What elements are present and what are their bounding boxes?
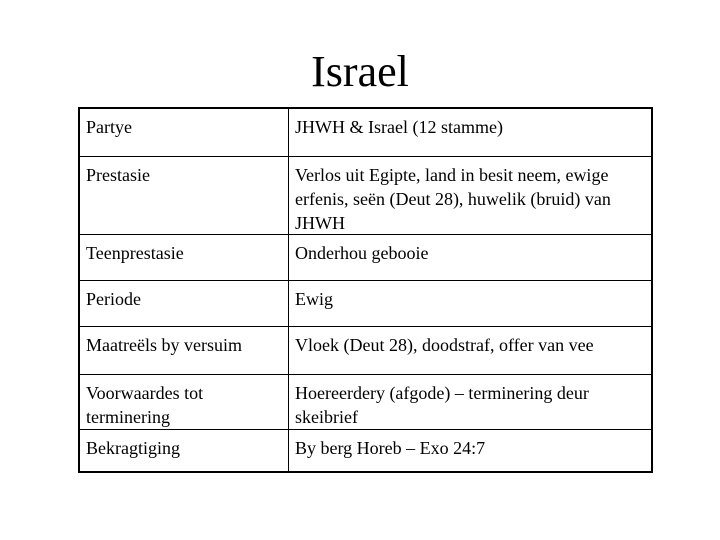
table-row-prestasie: [80, 156, 651, 234]
row-value: Onderhou gebooie: [295, 243, 429, 263]
covenant-table: [78, 107, 653, 473]
row-label: Prestasie: [86, 165, 150, 185]
table-row-voorwaardes: [80, 374, 651, 429]
row-label: Bekragtiging: [86, 438, 180, 458]
row-value: JHWH & Israel (12 stamme): [295, 117, 503, 137]
row-label: Partye: [86, 117, 132, 137]
row-value: Ewig: [295, 289, 333, 309]
row-value: Vloek (Deut 28), doodstraf, offer van vee: [295, 335, 594, 355]
row-value: Hoereerdery (afgode) – terminering deur skeibrief: [295, 383, 589, 427]
table-row-periode: [80, 280, 651, 326]
row-value: By berg Horeb – Exo 24:7: [295, 438, 486, 458]
table-row-partye: [80, 109, 651, 156]
page-title: Israel: [311, 47, 409, 96]
table-row-maatreels: [80, 326, 651, 374]
table-row-teenprestasie: [80, 234, 651, 280]
row-label: Voorwaardes tot terminering: [86, 383, 204, 427]
row-label: Maatreëls by versuim: [86, 335, 242, 355]
table-row-bekragtiging: [80, 429, 651, 473]
row-value: Verlos uit Egipte, land in besit neem, ewige erfenis, seën (Deut 28), huwelik (bruid) van JHWH: [295, 165, 611, 233]
row-label: Teenprestasie: [86, 243, 184, 263]
row-label: Periode: [86, 289, 141, 309]
